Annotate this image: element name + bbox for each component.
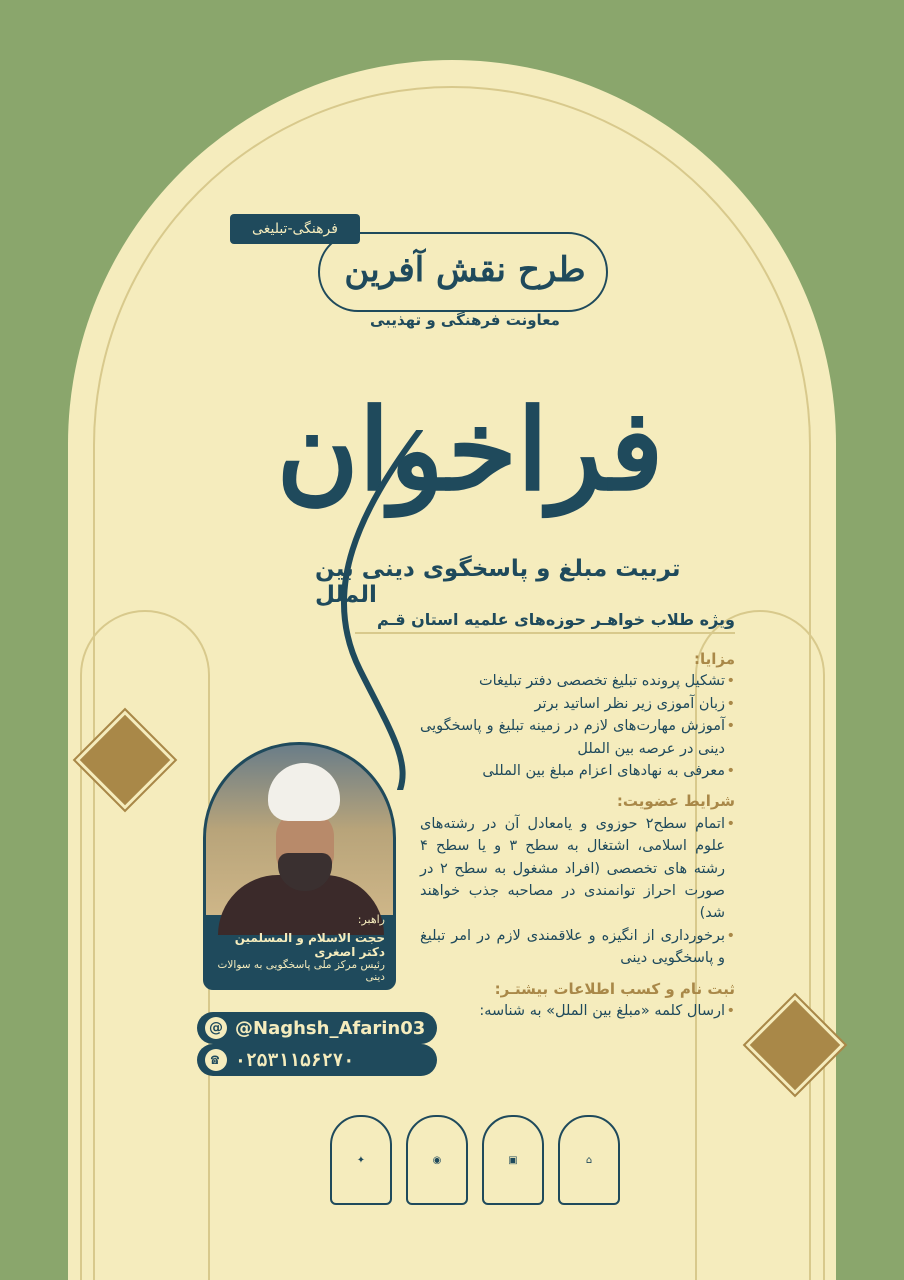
benefits-title: مزایا: (693, 650, 735, 668)
main-heading: تربیت مبلغ و پاسخگوی دینی بین الملل (315, 556, 681, 608)
brand-category: فرهنگی-تبلیغی (230, 214, 360, 244)
membership-title: شرایط عضویت: (616, 792, 735, 811)
at-icon: @ (205, 1017, 227, 1039)
sub-heading: ویژه طلاب خواهـر حوزه‌های علمیه استان قـم (355, 606, 735, 634)
sponsor-logo-icon: ▣ (482, 1115, 544, 1205)
sponsor-logo-icon: ✦ (330, 1115, 392, 1205)
sponsor-logo-icon: ◉ (406, 1115, 468, 1205)
guide-photo-card (203, 742, 396, 990)
registration-list (420, 1000, 735, 1022)
list-item: • تشکیل پرونده تبلیغ تخصصی دفتر تبلیغات (420, 670, 735, 692)
guide-role: رئیس مرکز ملی پاسخگویی به سوالات دینی (217, 959, 385, 983)
list-item: • آموزش مهارت‌های لازم در زمینه تبلیغ و پاسخگویی دینی در عرصه بین الملل (420, 715, 735, 760)
sponsor-logos (330, 1105, 620, 1205)
list-item: • زبان آموزی زیر نظر اساتید برتر (420, 693, 735, 715)
list-item: • اتمام سطح۲ حوزوی و یامعادل آن در رشته‌های علوم اسلامی، اشتغال به سطح ۳ و یا سطح ۴ رشته های تخصصی (افراد مشغول به سطح ۲ در صورت احراز توانمندی در مصاحبه جذب خواهند شد) (420, 813, 735, 925)
guide-name: حجت الاسلام و المسلمین دکتر اصغری (234, 931, 385, 959)
social-handle: @Naghsh_Afarin03 (235, 1017, 426, 1039)
brand-subtitle: معاونت فرهنگی و تهذیبی (370, 311, 560, 329)
phone-icon: ☎ (205, 1049, 227, 1071)
left-arch-outline (80, 610, 210, 1280)
headline: فراخوان (276, 384, 664, 516)
guide-photo (206, 745, 393, 915)
benefits-list (420, 670, 735, 782)
social-handle-pill[interactable] (197, 1012, 437, 1044)
brand-title: طرح نقش آفرین (344, 250, 586, 290)
list-item: • معرفی به نهادهای اعزام مبلغ بین المللی (420, 760, 735, 782)
list-item: • ارسال کلمه «مبلغ بین الملل» به شناسه: (420, 1000, 735, 1022)
membership-list (420, 813, 735, 970)
details-section (420, 648, 735, 1023)
phone-number: ۰۲۵۳۱۱۵۶۲۷۰ (235, 1049, 355, 1071)
list-item: • برخورداری از انگیزه و علاقمندی لازم در امر تبلیغ و پاسخگویی دینی (420, 925, 735, 970)
sponsor-logo-icon: ⌂ (558, 1115, 620, 1205)
registration-title: ثبت نام و کسب اطلاعات بیشتـر: (494, 979, 735, 998)
phone-pill[interactable] (197, 1044, 437, 1076)
guide-label: راهبر: (357, 913, 385, 926)
